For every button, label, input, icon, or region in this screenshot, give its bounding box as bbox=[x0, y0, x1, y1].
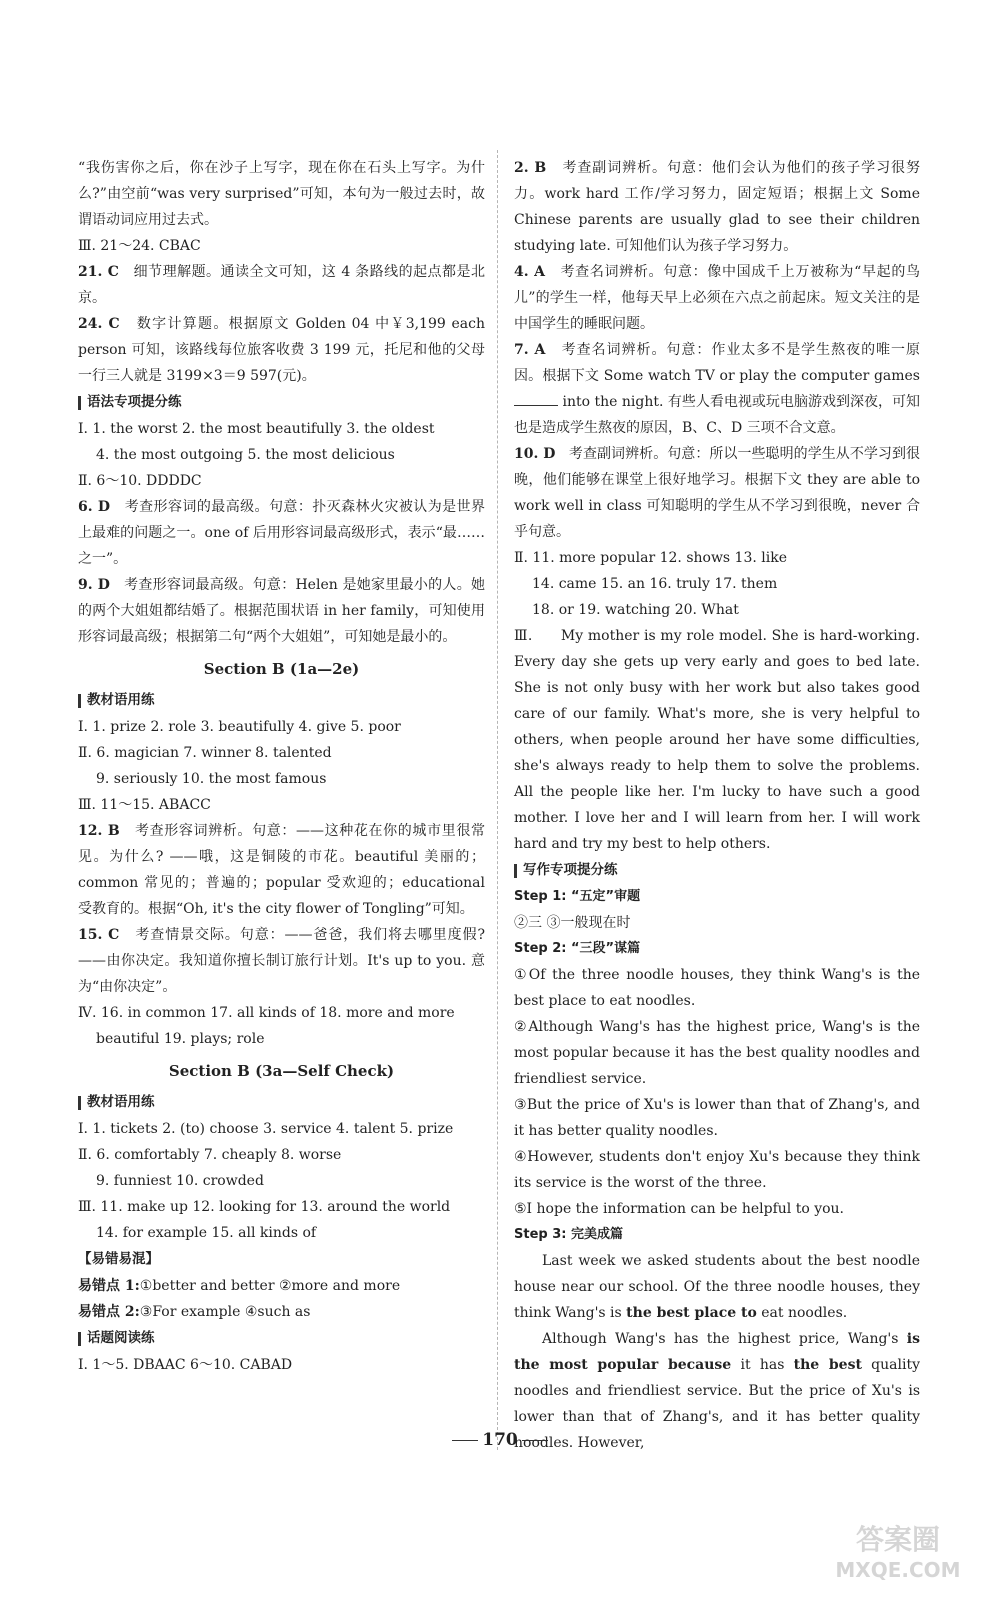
answer-line: 9. seriously 10. the most famous bbox=[96, 771, 327, 787]
answer-explanation bbox=[78, 311, 485, 389]
answer-line: Ⅱ. 6. comfortably 7. cheaply 8. worse bbox=[78, 1147, 342, 1163]
dash-right bbox=[522, 1440, 548, 1441]
outline-sentence: ④However, students don't enjoy Xu's because they think its service is the worst of the three. bbox=[514, 1149, 920, 1191]
answer-line: Ⅲ. 11～15. ABACC bbox=[78, 797, 211, 813]
answer-explanation bbox=[78, 494, 485, 572]
heading-text: 教材语用练 bbox=[87, 1094, 155, 1110]
column-divider bbox=[497, 150, 498, 1450]
section-heading bbox=[78, 1090, 485, 1115]
outline-sentence: ③But the price of Xu's is lower than that of Zhang's, and it has better quality noodles. bbox=[514, 1097, 920, 1139]
explanation-text: 考查副词辨析。句意：他们会认为他们的孩子学习很努力。work hard 工作/学习努力，固定短语；根据上文 Some Chinese parents are usually glad to see their children studying late. 可知他们认为孩子学习努力。 bbox=[514, 160, 920, 254]
answer-line: Ⅰ. 1. tickets 2. (to) choose 3. service 4. talent 5. prize bbox=[78, 1121, 454, 1137]
right-column bbox=[514, 155, 920, 1456]
answer-explanation bbox=[514, 441, 920, 545]
mistake-label: 易错点 1: bbox=[78, 1278, 140, 1294]
explanation-text: 考查副词辨析。句意：所以一些聪明的学生从不学习到很晚，他们能够在课堂上很好地学习。根据下文 they are able to work well in class 可知聪明的学生从不学习到很晚，never 合乎句意。 bbox=[514, 446, 921, 540]
mistake-text: ③For example ④such as bbox=[139, 1304, 311, 1320]
essay-highlight: is the most popular because bbox=[514, 1331, 920, 1373]
page-number-text: 170 bbox=[482, 1430, 518, 1450]
outline-sentence: ②Although Wang's has the highest price, Wang's is the most popular because it has the best quality noodles and friendliest service. bbox=[514, 1019, 920, 1087]
answer-line: 18. or 19. watching 20. What bbox=[532, 602, 739, 618]
explanation-text: into the night. 有些人看电视或玩电脑游戏到深夜，可知也是造成学生熬夜的原因，B、C、D 三项不合文意。 bbox=[514, 394, 921, 436]
mistake-text: ①better and better ②more and more bbox=[139, 1278, 401, 1294]
heading-bar-icon bbox=[514, 864, 517, 878]
dash-left bbox=[452, 1440, 478, 1441]
section-heading bbox=[78, 1326, 485, 1351]
text-paragraph: “我伤害你之后，你在沙子上写字，现在你在石头上写字。为什么?”由空前“was very surprised”可知，本句为一般过去时，故谓语动词应用过去式。 bbox=[78, 160, 485, 228]
answer-number: 9. D bbox=[78, 577, 110, 593]
answer-line: ②三 ③一般现在时 bbox=[514, 915, 631, 931]
explanation-text: 数字计算题。根据原文 Golden 04 中￥3,199 each person 可知，该路线每位旅客收费 3 199 元，托尼和他的父母一行三人就是 3199×3＝9 597(元)。 bbox=[78, 316, 486, 384]
essay-highlight: the best bbox=[793, 1357, 862, 1373]
answer-explanation bbox=[514, 337, 920, 441]
watermark-logo bbox=[818, 1515, 978, 1585]
answer-line bbox=[78, 1273, 485, 1299]
heading-bar-icon bbox=[78, 1096, 81, 1110]
answer-explanation bbox=[78, 818, 485, 922]
answer-explanation bbox=[78, 572, 485, 650]
answer-number: 2. B bbox=[514, 160, 547, 176]
answer-line: Ⅰ. 1. the worst 2. the most beautifully 3. the oldest bbox=[78, 421, 435, 437]
answer-number: 7. A bbox=[514, 342, 546, 358]
section-title: Section B (3a—Self Check) bbox=[168, 1062, 395, 1080]
essay-paragraph bbox=[514, 623, 920, 857]
page-number bbox=[0, 1430, 1000, 1450]
answer-explanation bbox=[514, 155, 920, 259]
answer-line: Ⅱ. 6～10. DDDDC bbox=[78, 473, 202, 489]
explanation-text: 考查形容词辨析。句意：——这种花在你的城市里很常见。为什么? ——哦，这是铜陵的市花。beautiful 美丽的；common 常见的；普遍的；popular 受欢迎的；educational 受教育的。根据“Oh, it's the city flower of Tongling”可知。 bbox=[78, 823, 485, 917]
mistake-label: 易错点 2: bbox=[78, 1304, 140, 1320]
answer-line: 14. came 15. an 16. truly 17. them bbox=[532, 576, 778, 592]
answer-line: 4. the most outgoing 5. the most delicious bbox=[96, 447, 395, 463]
answer-number: 4. A bbox=[514, 264, 546, 280]
answer-line: Ⅰ. 1. prize 2. role 3. beautifully 4. give 5. poor bbox=[78, 719, 401, 735]
heading-text: 语法专项提分练 bbox=[87, 394, 182, 410]
answer-number: 15. C bbox=[78, 927, 120, 943]
explanation-text: 细节理解题。通读全文可知，这 4 条路线的起点都是北京。 bbox=[78, 264, 485, 306]
section-title: Section B (1a—2e) bbox=[203, 660, 360, 678]
outline-sentence: ⑤I hope the information can be helpful to you. bbox=[514, 1201, 844, 1217]
answer-line: 9. funniest 10. crowded bbox=[96, 1173, 264, 1189]
essay-paragraph bbox=[514, 1248, 920, 1326]
blank-line bbox=[514, 391, 558, 406]
step-heading: Step 1: “五定”审题 bbox=[514, 889, 641, 904]
step-heading: Step 3: 完美成篇 bbox=[514, 1227, 623, 1242]
left-column bbox=[78, 155, 485, 1378]
essay-highlight: the best place to bbox=[626, 1305, 757, 1321]
section-heading bbox=[514, 858, 920, 883]
heading-text: 【易错易混】 bbox=[78, 1251, 159, 1267]
answer-number: 10. D bbox=[514, 446, 556, 462]
heading-text: 写作专项提分练 bbox=[523, 862, 618, 878]
heading-text: 教材语用练 bbox=[87, 692, 155, 708]
answer-line bbox=[78, 1299, 485, 1325]
heading-bar-icon bbox=[78, 396, 81, 410]
explanation-text: 考查形容词的最高级。句意：扑灭森林火灾被认为是世界上最难的问题之一。one of 后用形容词最高级形式，表示“最……之一”。 bbox=[78, 499, 485, 567]
answer-number: 6. D bbox=[78, 499, 111, 515]
heading-bar-icon bbox=[78, 694, 81, 708]
essay-text: Although Wang's has the highest price, Wang's bbox=[542, 1331, 907, 1347]
explanation-text: 考查情景交际。句意：——爸爸，我们将去哪里度假? ——由你决定。我知道你擅长制订旅行计划。It's up to you. 意为“由你决定”。 bbox=[78, 927, 485, 995]
answer-line: Ⅲ. 11. make up 12. looking for 13. around the world bbox=[78, 1199, 451, 1215]
essay-text: eat noodles. bbox=[756, 1305, 848, 1321]
svg-text:MXQE.COM: MXQE.COM bbox=[835, 1558, 961, 1582]
answer-explanation bbox=[78, 922, 485, 1000]
answer-line: Ⅲ. 21～24. CBAC bbox=[78, 238, 201, 254]
answer-line: Ⅰ. 1～5. DBAAC 6～10. CABAD bbox=[78, 1357, 293, 1373]
heading-bar-icon bbox=[78, 1332, 81, 1346]
section-heading bbox=[78, 390, 485, 415]
answer-line: 14. for example 15. all kinds of bbox=[96, 1225, 317, 1241]
essay-text: quality noodles and friendliest service. But the price of Xu's is lower than that of Zhang's, and it has better quality noodles. However, bbox=[514, 1357, 920, 1451]
essay-text: My mother is my role model. She is hard-working. Every day she gets up very early and goes to bed late. She is not only busy with her work but also takes good care of our family. What's more, she is very helpful to others, when people around her have some difficulties, she's always ready to help them to solve the problems. All the people like her. I'm lucky to have such a good mother. I love her and I will learn from her. I will work hard and try my best to help others. bbox=[514, 628, 921, 852]
answer-line: Ⅳ. 16. in common 17. all kinds of 18. more and more bbox=[78, 1005, 455, 1021]
essay-text: Last week we asked students about the best noodle house near our school. Of the three noodle houses, they think Wang's is bbox=[514, 1253, 920, 1321]
mistake-heading bbox=[78, 1247, 485, 1272]
answer-line: beautiful 19. plays; role bbox=[96, 1031, 265, 1047]
outline-sentence: ①Of the three noodle houses, they think Wang's is the best place to eat noodles. bbox=[514, 967, 920, 1009]
svg-text:答案圈: 答案圈 bbox=[855, 1523, 941, 1556]
answer-number: 21. C bbox=[78, 264, 119, 280]
explanation-text: 考查名词辨析。句意：像中国成千上万被称为“早起的鸟儿”的学生一样，他每天早上必须在六点之前起床。短文关注的是中国学生的睡眠问题。 bbox=[514, 264, 921, 332]
explanation-text: 考查形容词最高级。句意：Helen 是她家里最小的人。她的两个大姐姐都结婚了。根据范围状语 in her family，可知使用形容词最高级；根据第二句“两个大姐姐”，可知她是最小的。 bbox=[78, 577, 485, 645]
answer-explanation bbox=[514, 259, 920, 337]
answer-number: 12. B bbox=[78, 823, 120, 839]
section-heading bbox=[78, 688, 485, 713]
answer-number: Ⅲ. bbox=[514, 628, 533, 644]
answer-line: Ⅱ. 6. magician 7. winner 8. talented bbox=[78, 745, 332, 761]
answer-explanation bbox=[78, 259, 485, 311]
step-heading: Step 2: “三段”谋篇 bbox=[514, 941, 641, 956]
heading-text: 话题阅读练 bbox=[87, 1330, 155, 1346]
explanation-text: 考查名词辨析。句意：作业太多不是学生熬夜的唯一原因。根据下文 Some watch TV or play the computer games bbox=[514, 342, 920, 384]
answer-number: 24. C bbox=[78, 316, 120, 332]
answer-line: Ⅱ. 11. more popular 12. shows 13. like bbox=[514, 550, 787, 566]
essay-text: it has bbox=[731, 1357, 794, 1373]
